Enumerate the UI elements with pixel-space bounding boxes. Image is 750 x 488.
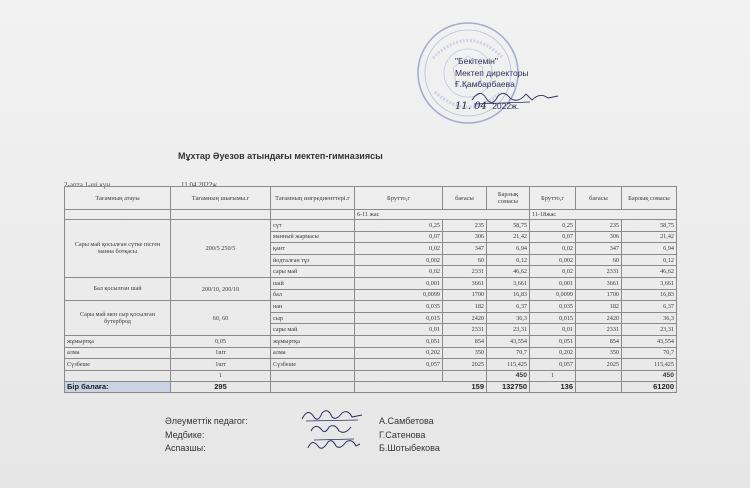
staff-role: Аспазшы: xyxy=(165,443,206,453)
ingredient-cell: жұмыртқа xyxy=(271,335,355,347)
dish-name-cell: жұмыртқа xyxy=(65,335,171,347)
staff-name: А.Самбетова xyxy=(379,416,434,426)
table-cell xyxy=(171,210,271,220)
ingredient-cell: йодталған тұз xyxy=(271,254,355,266)
gross-cell: 0,0099 xyxy=(355,289,443,301)
gross-cell: 0,051 xyxy=(355,335,443,347)
price-cell: 350 xyxy=(576,347,622,359)
table-cell xyxy=(271,381,355,392)
sum-cell: 58,75 xyxy=(487,220,530,232)
sum-cell: 21,42 xyxy=(622,231,677,243)
ingredient-cell: сыр xyxy=(271,312,355,324)
approval-date-year: 2022ж. xyxy=(492,100,520,111)
ingredient-cell: нан xyxy=(271,301,355,313)
price-cell: 2331 xyxy=(576,324,622,336)
price-cell: 2420 xyxy=(443,312,487,324)
price-cell: 854 xyxy=(443,335,487,347)
price-cell: 3661 xyxy=(576,277,622,289)
staff-role: Медбике: xyxy=(165,429,205,440)
gross-cell: 0,035 xyxy=(530,301,576,313)
sum-cell: 58,75 xyxy=(622,220,677,232)
table-cell xyxy=(576,381,622,392)
total-sum-2: 61200 xyxy=(622,381,677,392)
ingredient-cell: сары май xyxy=(271,266,355,278)
gross-cell: 0,051 xyxy=(530,335,576,347)
price-cell: 854 xyxy=(576,335,622,347)
price-cell: 2420 xyxy=(576,312,622,324)
total-price-2: 136 xyxy=(530,381,576,392)
gross-cell: 0,001 xyxy=(530,277,576,289)
gross-cell: 0,015 xyxy=(355,312,443,324)
gross-cell: 1 xyxy=(530,370,576,381)
table-cell xyxy=(355,381,487,392)
school-title: Мұхтар Әуезов атындағы мектеп-гимназиясы xyxy=(178,151,383,161)
sum-cell: 21,42 xyxy=(487,231,530,243)
total-price-1: 159 xyxy=(471,382,484,392)
price-cell: 2025 xyxy=(576,359,622,371)
header-price-1: бағасы xyxy=(443,187,487,210)
dish-name-cell: Бал қосылған шай xyxy=(65,277,171,300)
portion-cell: 1шт xyxy=(171,359,271,371)
sum-cell: 23,31 xyxy=(487,324,530,336)
sum-cell: 6,94 xyxy=(622,243,677,255)
staff-role: Әлеуметтік педагог: xyxy=(165,416,248,426)
table-row xyxy=(65,220,677,232)
portion-cell: 1шт xyxy=(171,347,271,359)
dish-name-cell: алма xyxy=(65,347,171,359)
header-ingredients: Тағамның ингредиенттері.г xyxy=(271,187,355,210)
table-row xyxy=(65,277,677,289)
age-group-label: 11-18жас xyxy=(530,210,677,220)
sum-cell: 450 xyxy=(622,370,677,381)
sum-cell: 36,3 xyxy=(622,312,677,324)
gross-cell: 0,0099 xyxy=(530,289,576,301)
gross-cell: 0,015 xyxy=(530,312,576,324)
menu-date: 11.04.2022ж. xyxy=(181,181,219,189)
sum-cell: 46,62 xyxy=(487,266,530,278)
ingredient-cell: манный жармасы xyxy=(271,231,355,243)
sum-cell: 36,3 xyxy=(487,312,530,324)
sum-cell: 16,83 xyxy=(487,289,530,301)
gross-cell: 0,02 xyxy=(530,243,576,255)
total-label: Бір балаға: xyxy=(65,381,171,392)
gross-cell: 0,057 xyxy=(355,359,443,371)
price-cell: 1700 xyxy=(443,289,487,301)
staff-name: Б.Шотыбекова xyxy=(379,443,440,453)
price-cell: 1700 xyxy=(576,289,622,301)
gross-cell: 0,25 xyxy=(530,220,576,232)
sum-cell: 115,425 xyxy=(487,359,530,371)
approval-line-2: Мектеп директоры xyxy=(455,67,529,78)
sum-cell: 6,37 xyxy=(622,301,677,313)
gross-cell: 0,07 xyxy=(530,231,576,243)
sum-cell: 0,12 xyxy=(622,254,677,266)
price-cell: 347 xyxy=(576,243,622,255)
header-gross-1: Брутто,г xyxy=(355,187,443,210)
table-cell xyxy=(576,370,622,381)
total-row xyxy=(65,381,677,392)
price-cell: 235 xyxy=(576,220,622,232)
table-cell xyxy=(271,370,355,381)
header-dish: Тағамның атауы xyxy=(65,187,171,210)
approval-line-3: Ғ.Қамбарбаева xyxy=(455,79,515,89)
table-cell xyxy=(65,210,171,220)
header-sum-2: Барлық сомасы xyxy=(622,187,677,210)
gross-cell: 0,002 xyxy=(355,254,443,266)
sum-cell: 16,83 xyxy=(622,289,677,301)
total-sum-1: 132750 xyxy=(487,381,530,392)
price-cell: 182 xyxy=(576,301,622,313)
gross-cell: 0,01 xyxy=(530,324,576,336)
gross-cell: 0,07 xyxy=(355,231,443,243)
sum-cell: 23,31 xyxy=(622,324,677,336)
table-row xyxy=(65,301,677,313)
header-sum-1: Барлық сомасы xyxy=(487,187,530,210)
header-gross-2: Брутто,г xyxy=(530,187,576,210)
sum-cell: 6,37 xyxy=(487,301,530,313)
sum-cell: 6,94 xyxy=(487,243,530,255)
table-cell xyxy=(443,370,487,381)
gross-cell: 0,02 xyxy=(355,266,443,278)
gross-cell: 0,035 xyxy=(355,301,443,313)
gross-cell: 0,02 xyxy=(530,266,576,278)
price-cell: 350 xyxy=(443,347,487,359)
ingredient-cell: бал xyxy=(271,289,355,301)
gross-cell: 0,002 xyxy=(530,254,576,266)
subtotal-row xyxy=(65,370,677,381)
gross-cell: 0,02 xyxy=(355,243,443,255)
sum-cell: 43,554 xyxy=(622,335,677,347)
gross-cell: 0,01 xyxy=(355,324,443,336)
sum-cell: 70,7 xyxy=(487,347,530,359)
price-cell: 306 xyxy=(576,231,622,243)
portion-cell: 200/10, 200/10 xyxy=(171,277,271,300)
header-price-2: бағасы xyxy=(576,187,622,210)
age-group-label: 6-11 жас xyxy=(355,210,530,220)
table-cell xyxy=(271,210,355,220)
total-portion: 295 xyxy=(171,381,271,392)
approval-line-1: "Бекітемін" xyxy=(455,56,498,66)
approval-date-day: 11. 04 xyxy=(455,100,487,112)
price-cell: 60 xyxy=(443,254,487,266)
ingredient-cell: алма xyxy=(271,347,355,359)
table-row xyxy=(65,347,677,359)
menu-table xyxy=(64,186,677,393)
sum-cell: 70,7 xyxy=(622,347,677,359)
gross-cell: 0,001 xyxy=(355,277,443,289)
sum-cell: 3,661 xyxy=(622,277,677,289)
sum-cell: 46,62 xyxy=(622,266,677,278)
table-row xyxy=(65,335,677,347)
sum-cell: 115,425 xyxy=(622,359,677,371)
table-cell xyxy=(65,370,171,381)
week-label: 2-апта 1-ші күн xyxy=(64,181,111,189)
table-row xyxy=(65,359,677,371)
sum-cell: 450 xyxy=(487,370,530,381)
sum-cell: 3,661 xyxy=(487,277,530,289)
price-cell: 347 xyxy=(443,243,487,255)
portion-cell: 1 xyxy=(171,370,271,381)
price-cell: 306 xyxy=(443,231,487,243)
sum-cell: 43,554 xyxy=(487,335,530,347)
price-cell: 60 xyxy=(576,254,622,266)
portion-cell: 60, 60 xyxy=(171,301,271,336)
ingredient-cell: сүт xyxy=(271,220,355,232)
nurse-signature-icon xyxy=(307,421,355,437)
price-cell: 2331 xyxy=(443,324,487,336)
ingredient-cell: Сүзбеше xyxy=(271,359,355,371)
gross-cell: 0,202 xyxy=(355,347,443,359)
gross-cell: 0,25 xyxy=(355,220,443,232)
table-cell xyxy=(355,370,443,381)
price-cell: 182 xyxy=(443,301,487,313)
ingredient-cell: сары май xyxy=(271,324,355,336)
gross-cell: 0,057 xyxy=(530,359,576,371)
director-signature-icon xyxy=(470,84,560,108)
ingredient-cell: қант xyxy=(271,243,355,255)
dish-name-cell: Сүзбеше xyxy=(65,359,171,371)
staff-name: Г.Сатенова xyxy=(379,429,426,440)
gross-cell: 0,202 xyxy=(530,347,576,359)
portion-cell: 0,05 xyxy=(171,335,271,347)
price-cell: 2025 xyxy=(443,359,487,371)
price-cell: 3661 xyxy=(443,277,487,289)
dish-name-cell: Сары май қосылған сүтке пісген манна ботқасы xyxy=(65,220,171,278)
age-group-row xyxy=(65,210,677,220)
price-cell: 2331 xyxy=(576,266,622,278)
table-header-row xyxy=(65,187,677,210)
price-cell: 235 xyxy=(443,220,487,232)
dish-name-cell: Сары май мен сыр қосылған бутерброд xyxy=(65,301,171,336)
sum-cell: 0,12 xyxy=(487,254,530,266)
header-portion: Тағамның шығымы.г xyxy=(171,187,271,210)
ingredient-cell: шай xyxy=(271,277,355,289)
portion-cell: 200/5 250/5 xyxy=(171,220,271,278)
price-cell: 2331 xyxy=(443,266,487,278)
cook-signature-icon xyxy=(306,436,362,454)
